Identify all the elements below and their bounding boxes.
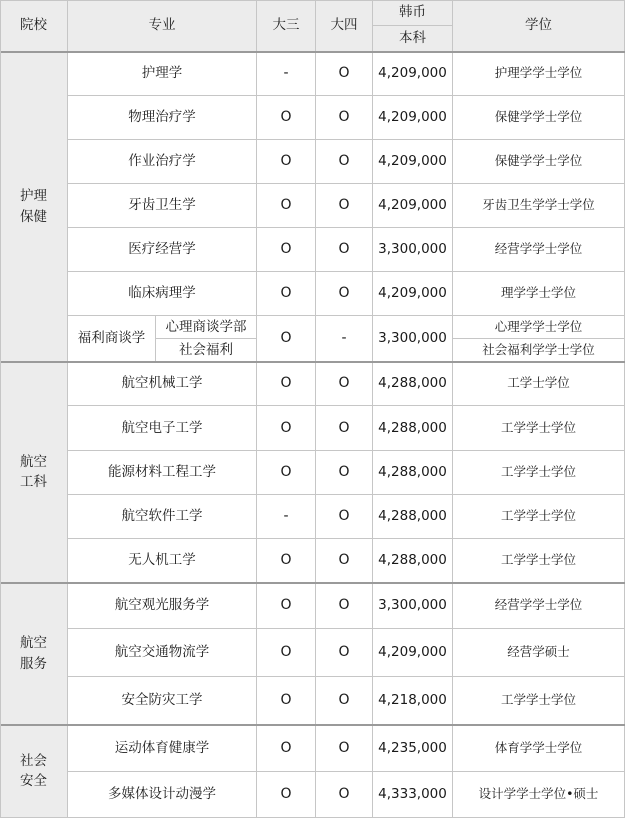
- degree-cell: 护理学学士学位: [453, 52, 625, 96]
- year4-cell: O: [316, 228, 373, 272]
- tuition-cell: 4,209,000: [373, 96, 453, 140]
- header-undergrad: 本科: [373, 26, 453, 52]
- major-cell: 作业治疗学: [68, 140, 257, 184]
- year3-cell: O: [257, 228, 316, 272]
- tuition-cell: 3,300,000: [373, 583, 453, 629]
- major-cell: 临床病理学: [68, 272, 257, 316]
- major-cell: 运动体育健康学: [68, 725, 257, 772]
- school-cell: 护理 保健: [0, 52, 68, 362]
- degree-cell: 工学学士学位: [453, 677, 625, 725]
- major-cell: 无人机工学: [68, 539, 257, 583]
- year4-cell: O: [316, 539, 373, 583]
- major-cell: 多媒体设计动漫学: [68, 772, 257, 818]
- group-divider: [0, 582, 625, 584]
- major-cell: 航空软件工学: [68, 495, 257, 539]
- school-cell: 社会 安全: [0, 725, 68, 818]
- year4-cell: O: [316, 495, 373, 539]
- school-cell: 航空 工科: [0, 362, 68, 583]
- header-year3: 大三: [257, 0, 316, 52]
- degree-cell: 牙齿卫生学学士学位: [453, 184, 625, 228]
- year4-cell: O: [316, 52, 373, 96]
- group-divider: [0, 724, 625, 726]
- group-divider: [0, 361, 625, 363]
- major-cell: 航空观光服务学: [68, 583, 257, 629]
- header-major: 专业: [68, 0, 257, 52]
- year4-cell: O: [316, 362, 373, 406]
- year4-cell: -: [316, 316, 373, 362]
- sub-major-cell: 社会福利: [156, 339, 257, 362]
- year3-cell: O: [257, 772, 316, 818]
- year3-cell: O: [257, 316, 316, 362]
- header-year4: 大四: [316, 0, 373, 52]
- year3-cell: O: [257, 725, 316, 772]
- year4-cell: O: [316, 96, 373, 140]
- header-currency: 韩币: [373, 0, 453, 26]
- year3-cell: O: [257, 583, 316, 629]
- year3-cell: -: [257, 52, 316, 96]
- year4-cell: O: [316, 184, 373, 228]
- major-cell: 航空交通物流学: [68, 629, 257, 677]
- tuition-cell: 4,288,000: [373, 406, 453, 451]
- year3-cell: O: [257, 677, 316, 725]
- tuition-cell: 4,333,000: [373, 772, 453, 818]
- tuition-cell: 4,288,000: [373, 539, 453, 583]
- major-cell: 物理治疗学: [68, 96, 257, 140]
- tuition-cell: 4,288,000: [373, 451, 453, 495]
- year3-cell: O: [257, 451, 316, 495]
- year3-cell: O: [257, 362, 316, 406]
- major-cell: 护理学: [68, 52, 257, 96]
- year4-cell: O: [316, 629, 373, 677]
- header-degree: 学位: [453, 0, 625, 52]
- year3-cell: O: [257, 539, 316, 583]
- year4-cell: O: [316, 451, 373, 495]
- tuition-cell: 4,288,000: [373, 362, 453, 406]
- degree-cell: 工学学士学位: [453, 539, 625, 583]
- degree-cell: 工学学士学位: [453, 495, 625, 539]
- tuition-cell: 4,209,000: [373, 272, 453, 316]
- tuition-cell: 3,300,000: [373, 316, 453, 362]
- degree-cell: 工学学士学位: [453, 406, 625, 451]
- major-cell: 牙齿卫生学: [68, 184, 257, 228]
- year4-cell: O: [316, 725, 373, 772]
- year4-cell: O: [316, 772, 373, 818]
- tuition-cell: 4,209,000: [373, 184, 453, 228]
- year4-cell: O: [316, 406, 373, 451]
- major-cell: 航空机械工学: [68, 362, 257, 406]
- degree-cell: 体育学学士学位: [453, 725, 625, 772]
- degree-cell: 经营学学士学位: [453, 583, 625, 629]
- degree-cell: 经营学学士学位: [453, 228, 625, 272]
- degree-cell: 经营学硕士: [453, 629, 625, 677]
- year4-cell: O: [316, 677, 373, 725]
- sub-major-cell: 心理商谈学部: [156, 316, 257, 339]
- major-cell: 福利商谈学: [68, 316, 156, 362]
- tuition-cell: 4,218,000: [373, 677, 453, 725]
- school-cell: 航空 服务: [0, 583, 68, 725]
- tuition-cell: 3,300,000: [373, 228, 453, 272]
- degree-cell: 工学学士学位: [453, 451, 625, 495]
- header-divider: [0, 51, 625, 53]
- degree-cell: 心理学学士学位: [453, 316, 625, 339]
- year4-cell: O: [316, 272, 373, 316]
- degree-cell: 社会福利学学士学位: [453, 339, 625, 362]
- degree-cell: 保健学学士学位: [453, 96, 625, 140]
- degree-cell: 设计学学士学位•硕士: [453, 772, 625, 818]
- year3-cell: O: [257, 406, 316, 451]
- degree-cell: 工学士学位: [453, 362, 625, 406]
- major-cell: 医疗经营学: [68, 228, 257, 272]
- tuition-cell: 4,209,000: [373, 52, 453, 96]
- year3-cell: O: [257, 96, 316, 140]
- major-cell: 安全防灾工学: [68, 677, 257, 725]
- degree-cell: 保健学学士学位: [453, 140, 625, 184]
- tuition-cell: 4,209,000: [373, 629, 453, 677]
- degree-cell: 理学学士学位: [453, 272, 625, 316]
- year4-cell: O: [316, 140, 373, 184]
- year3-cell: O: [257, 184, 316, 228]
- year3-cell: -: [257, 495, 316, 539]
- year3-cell: O: [257, 272, 316, 316]
- year3-cell: O: [257, 140, 316, 184]
- year4-cell: O: [316, 583, 373, 629]
- tuition-cell: 4,288,000: [373, 495, 453, 539]
- major-cell: 航空电子工学: [68, 406, 257, 451]
- tuition-cell: 4,209,000: [373, 140, 453, 184]
- year3-cell: O: [257, 629, 316, 677]
- header-school: 院校: [0, 0, 68, 52]
- major-cell: 能源材料工程工学: [68, 451, 257, 495]
- tuition-cell: 4,235,000: [373, 725, 453, 772]
